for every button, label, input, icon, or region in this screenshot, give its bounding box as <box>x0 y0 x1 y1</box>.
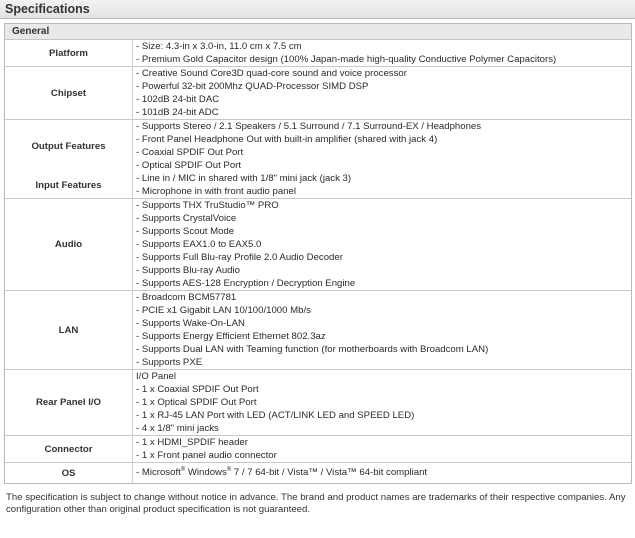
spec-line: - Microphone in with front audio panel <box>136 186 296 197</box>
spec-label: Audio <box>5 199 133 291</box>
spec-line: - 1 x RJ-45 LAN Port with LED (ACT/LINK LED and SPEED LED) <box>136 410 415 421</box>
spec-label: Input Features <box>5 172 133 199</box>
spec-label: Platform <box>5 40 133 67</box>
spec-line: - PCIE x1 Gigabit LAN 10/100/1000 Mb/s <box>136 305 311 316</box>
spec-line: - Supports Stereo / 2.1 Speakers / 5.1 Surround / 7.1 Surround-EX / Headphones <box>136 121 482 132</box>
spec-line: - Creative Sound Core3D quad-core sound and voice processor <box>136 68 407 79</box>
spec-line: - Supports Dual LAN with Teaming function (for motherboards with Broadcom LAN) <box>136 344 489 355</box>
spec-line: - 1 x Optical SPDIF Out Port <box>136 397 257 408</box>
spec-line: - 101dB 24-bit ADC <box>136 107 219 118</box>
spec-line: - 1 x Coaxial SPDIF Out Port <box>136 384 259 395</box>
os-suffix: 7 / 7 64-bit / Vista™ / Vista™ 64-bit compliant <box>231 467 428 478</box>
spec-line: - Line in / MIC in shared with 1/8" mini jack (jack 3) <box>136 173 352 184</box>
spec-values <box>133 199 632 291</box>
os-prefix: - Microsoft <box>136 467 181 478</box>
spec-row <box>5 436 631 463</box>
spec-line <box>136 463 631 483</box>
spec-values <box>133 291 632 370</box>
spec-line: - 1 x Front panel audio connector <box>136 450 277 461</box>
spec-line: - Supports EAX1.0 to EAX5.0 <box>136 239 262 250</box>
spec-line: - Powerful 32-bit 200Mhz QUAD-Processor SIMD DSP <box>136 81 369 92</box>
registered-mark: ® <box>226 466 232 473</box>
spec-row <box>5 370 631 436</box>
spec-line: - Size: 4.3-in x 3.0-in, 11.0 cm x 7.5 cm <box>136 41 302 52</box>
spec-line: - 1 x HDMI_SPDIF header <box>136 437 248 448</box>
spec-values <box>133 120 632 173</box>
spec-row <box>5 120 631 173</box>
spec-line: - 4 x 1/8" mini jacks <box>136 423 219 434</box>
spec-line: - Supports Energy Efficient Ethernet 802.3az <box>136 331 326 342</box>
spec-row <box>5 172 631 199</box>
spec-values <box>133 67 632 120</box>
spec-values <box>133 172 632 199</box>
spec-line: - Coaxial SPDIF Out Port <box>136 147 244 158</box>
spec-label: Chipset <box>5 67 133 120</box>
spec-row <box>5 67 631 120</box>
spec-label: LAN <box>5 291 133 370</box>
spec-line: - Front Panel Headphone Out with built-in amplifier (shared with jack 4) <box>136 134 438 145</box>
spec-line: - Broadcom BCM57781 <box>136 292 237 303</box>
spec-label: OS <box>5 463 133 484</box>
spec-line: - Supports AES-128 Encryption / Decryption Engine <box>136 278 356 289</box>
spec-label: Connector <box>5 436 133 463</box>
spec-table-box <box>4 23 632 484</box>
spec-values <box>133 370 632 436</box>
section-header: General <box>5 24 631 40</box>
spec-line: - Supports Scout Mode <box>136 226 235 237</box>
disclaimer-note: The specification is subject to change without notice in advance. The brand and product names are trademarks of their respective companies. Any configuration other than original product specification is not guaranteed. <box>6 492 626 515</box>
spec-line: - Supports Full Blu-ray Profile 2.0 Audio Decoder <box>136 252 343 263</box>
spec-line: I/O Panel <box>136 371 176 382</box>
spec-line: - Supports Blu-ray Audio <box>136 265 240 276</box>
spec-line: - Supports Wake-On-LAN <box>136 318 245 329</box>
registered-mark: ® <box>180 466 186 473</box>
spec-row <box>5 291 631 370</box>
spec-values <box>133 436 632 463</box>
spec-row-os <box>5 463 631 484</box>
spec-values <box>133 40 632 67</box>
spec-line: - Supports CrystalVoice <box>136 213 237 224</box>
spec-line: - Supports PXE <box>136 357 203 368</box>
os-middle: Windows <box>185 467 227 478</box>
spec-line: - 102dB 24-bit DAC <box>136 94 220 105</box>
spec-label: Output Features <box>5 120 133 173</box>
spec-line: - Premium Gold Capacitor design (100% Japan-made high-quality Conductive Polymer Capacitors) <box>136 54 557 65</box>
spec-label: Rear Panel I/O <box>5 370 133 436</box>
spec-row <box>5 199 631 291</box>
spec-line: - Optical SPDIF Out Port <box>136 160 242 171</box>
page-title: Specifications <box>5 2 90 16</box>
spec-table <box>5 40 631 483</box>
spec-line: - Supports THX TruStudio™ PRO <box>136 200 279 211</box>
page-title-bar <box>0 0 635 19</box>
spec-row <box>5 40 631 67</box>
spec-values <box>133 463 632 484</box>
